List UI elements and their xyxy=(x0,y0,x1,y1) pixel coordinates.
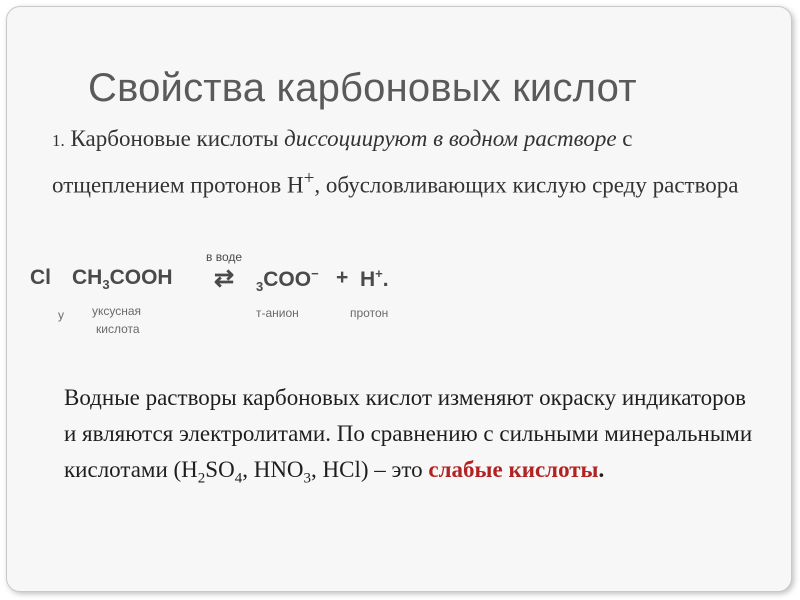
product-part: COO xyxy=(263,268,312,291)
equation-period: . xyxy=(382,268,389,291)
point-1-italic: диссоциируют в водном растворе xyxy=(284,126,617,151)
proton-symbol: H xyxy=(360,268,376,291)
equation-condition: в воде xyxy=(206,250,243,264)
reactant-subscript: 3 xyxy=(102,277,110,293)
weak-acids-highlight: слабые кислоты xyxy=(428,457,599,482)
equation-plus: + xyxy=(336,266,349,289)
reactant-part-a: CH xyxy=(72,266,103,289)
equation-product-anion xyxy=(256,266,319,294)
equilibrium-arrow-icon: ⇄ xyxy=(214,265,235,292)
label-proton: протон xyxy=(350,306,389,320)
h2so4-subscript-2: 2 xyxy=(197,470,206,487)
label-left-fragment: у xyxy=(58,308,64,322)
point-1-number: 1. xyxy=(52,131,65,150)
h2so4-subscript-4: 4 xyxy=(234,470,243,487)
proton-symbol-charge: + xyxy=(375,266,383,281)
point-1-part-1: Карбоновые кислоты xyxy=(64,126,285,151)
dissociation-equation-image xyxy=(30,250,430,350)
point-1-part-3: , обусловливающих кислую среду раствора xyxy=(314,172,739,198)
point-2-part-3: , HNO xyxy=(242,457,304,482)
equation-left-fragment: Cl xyxy=(30,266,51,289)
proton-charge: + xyxy=(303,168,315,189)
equation-reactant xyxy=(72,266,173,292)
equation-proton xyxy=(360,266,389,292)
label-anion: т-анион xyxy=(256,306,299,320)
point-2-period: . xyxy=(598,457,605,482)
product-subscript: 3 xyxy=(256,279,264,295)
point-2-part-4: , HCl) – это xyxy=(311,457,429,482)
reactant-part-b: COOH xyxy=(109,266,173,289)
product-charge: − xyxy=(311,266,319,281)
label-acid-line-2: кислота xyxy=(96,322,140,336)
point-2-part-2: SO xyxy=(205,457,235,482)
slide-title: Свойства карбоновых кислот xyxy=(88,66,637,110)
point-2-part-1: Водные растворы карбоновых кислот изменяют окраску индикаторов и являются электролитами. По сравнению с сильными минеральными кислотами (H xyxy=(64,385,753,482)
hno3-subscript-3: 3 xyxy=(303,470,312,487)
point-1-text xyxy=(52,120,742,205)
label-acid-line-1: уксусная xyxy=(92,304,142,318)
point-1-part-2: с отщеплением протонов Н xyxy=(52,126,633,198)
point-2-text xyxy=(64,380,754,488)
